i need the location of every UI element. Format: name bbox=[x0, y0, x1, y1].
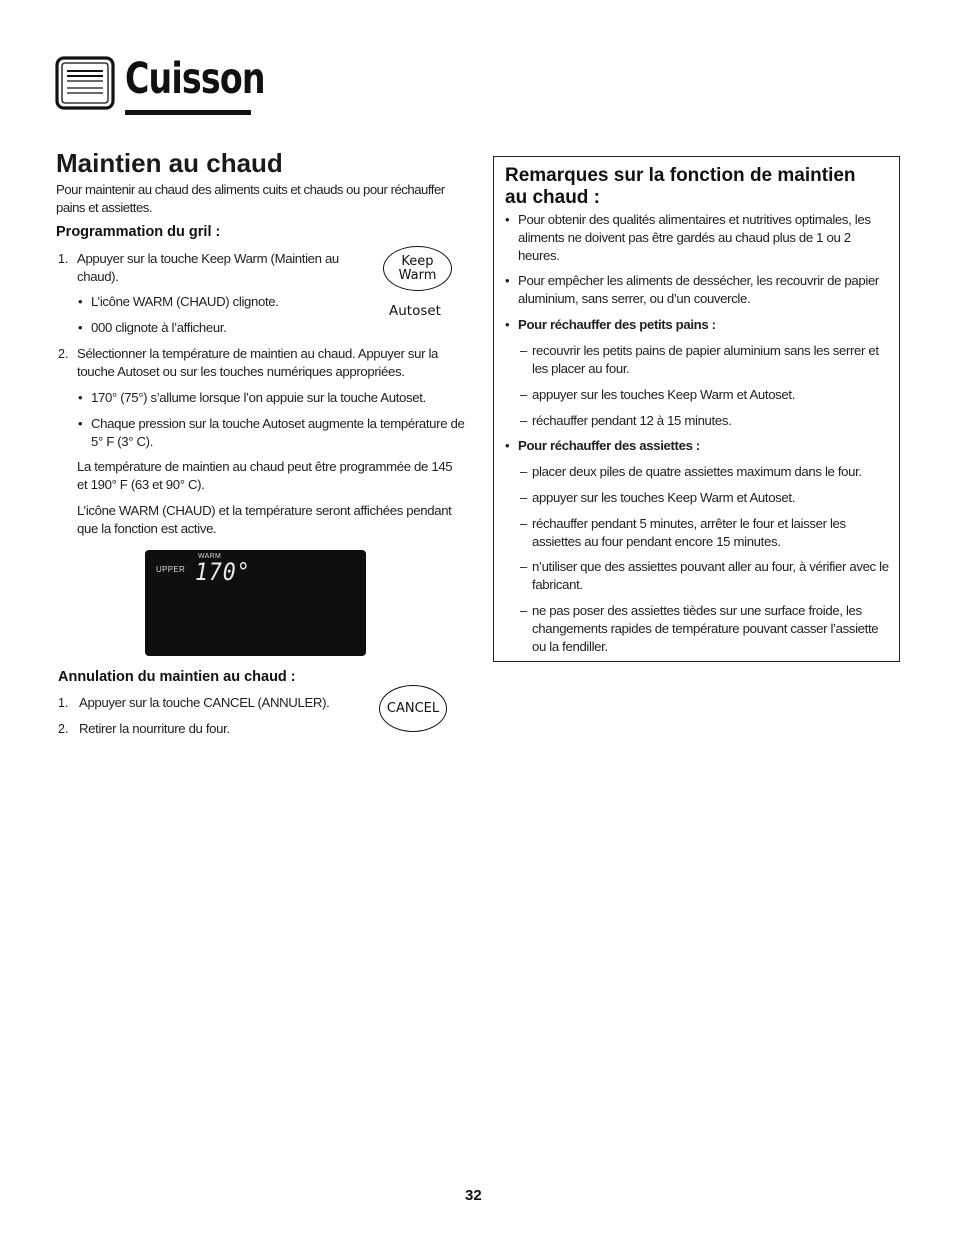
cancel-key bbox=[379, 685, 447, 732]
step-number: 2. bbox=[58, 347, 69, 361]
plates-item-2: appuyer sur les touches Keep Warm et Autoset. bbox=[532, 490, 796, 505]
step-number: 2. bbox=[58, 722, 69, 736]
cancel-step-2: Retirer la nourriture du four. bbox=[79, 721, 230, 736]
note-display: L’icône WARM (CHAUD) et la température seront affichées pendant que la fonction est active. bbox=[77, 503, 452, 536]
bullet-dot: • bbox=[78, 390, 83, 405]
step-2-bullet-1: 170° (75°) s’allume lorsque l’on appuie sur la touche Autoset. bbox=[91, 390, 426, 405]
oven-display bbox=[145, 550, 366, 656]
keep-warm-line-1: Keep bbox=[401, 253, 434, 269]
step-1-bullet-2: 000 clignote à l’afficheur. bbox=[91, 320, 227, 335]
dash-marker: – bbox=[520, 490, 528, 505]
rolls-item-3: réchauffer pendant 12 à 15 minutes. bbox=[532, 413, 732, 428]
step-number: 1. bbox=[58, 696, 69, 710]
bullet-dot: • bbox=[78, 416, 83, 431]
oven-icon bbox=[55, 56, 115, 110]
bullet-dot: • bbox=[505, 438, 510, 453]
plates-item-5: ne pas poser des assiettes tièdes sur une surface froide, les changements rapides de température pouvant casser l’assiette ou la fendiller. bbox=[532, 603, 879, 654]
remark-storage-time: Pour obtenir des qualités alimentaires et nutritives optimales, les aliments ne doivent pas être gardés au chaud plus de 1 ou 2 heures. bbox=[518, 212, 871, 263]
autoset-key-label: Autoset bbox=[389, 303, 441, 319]
display-warm-label: WARM bbox=[198, 553, 222, 560]
intro-text: Pour maintenir au chaud des aliments cuits et chauds ou pour réchauffer pains et assiettes. bbox=[56, 182, 445, 215]
bullet-dot: • bbox=[505, 317, 510, 332]
plates-item-4: n’utiliser que des assiettes pouvant aller au four, à vérifier avec le fabricant. bbox=[532, 559, 889, 592]
keep-warm-line-2: Warm bbox=[398, 267, 437, 283]
dash-marker: – bbox=[520, 516, 528, 531]
note-temperature-range: La température de maintien au chaud peut être programmée de 145 et 190° F (63 et 90° C). bbox=[77, 459, 453, 492]
rolls-heading: Pour réchauffer des petits pains : bbox=[518, 317, 716, 332]
bullet-dot: • bbox=[78, 294, 83, 309]
bullet-dot: • bbox=[505, 212, 510, 227]
remarks-heading: Remarques sur la fonction de maintien au chaud : bbox=[505, 165, 856, 208]
programming-heading: Programmation du gril : bbox=[56, 224, 221, 240]
plates-item-3: réchauffer pendant 5 minutes, arrêter le four et laisser les assiettes au four pendant encore 15 minutes. bbox=[532, 516, 846, 549]
dash-marker: – bbox=[520, 464, 528, 479]
step-2-bullet-2: Chaque pression sur la touche Autoset augmente la température de 5° F (3° C). bbox=[91, 416, 465, 449]
page-heading: Maintien au chaud bbox=[56, 148, 283, 178]
bullet-dot: • bbox=[78, 320, 83, 335]
dash-marker: – bbox=[520, 343, 528, 358]
step-1-text: Appuyer sur la touche Keep Warm (Maintien au chaud). bbox=[77, 251, 339, 284]
rolls-item-1: recouvrir les petits pains de papier aluminium sans les serrer et les placer au four. bbox=[532, 343, 879, 376]
dash-marker: – bbox=[520, 559, 528, 574]
display-upper-label: UPPER bbox=[156, 565, 186, 574]
title-underline bbox=[125, 110, 251, 115]
rolls-item-2: appuyer sur les touches Keep Warm et Autoset. bbox=[532, 387, 796, 402]
cancellation-heading: Annulation du maintien au chaud : bbox=[58, 669, 296, 685]
dash-marker: – bbox=[520, 603, 528, 618]
step-1-bullet-1: L’icône WARM (CHAUD) clignote. bbox=[91, 294, 279, 309]
keep-warm-key bbox=[383, 246, 452, 291]
plates-heading: Pour réchauffer des assiettes : bbox=[518, 438, 700, 453]
bullet-dot: • bbox=[505, 273, 510, 288]
dash-marker: – bbox=[520, 387, 528, 402]
cancel-step-1: Appuyer sur la touche CANCEL (ANNULER). bbox=[79, 695, 330, 710]
display-temperature: 170° bbox=[195, 558, 251, 586]
cancel-key-label: CANCEL bbox=[386, 701, 440, 716]
remark-cover: Pour empêcher les aliments de dessécher, les recouvrir de papier aluminium, sans serrer, ou d’un couvercle. bbox=[518, 273, 879, 306]
step-number: 1. bbox=[58, 252, 69, 266]
plates-item-1: placer deux piles de quatre assiettes maximum dans le four. bbox=[532, 464, 862, 479]
dash-marker: – bbox=[520, 413, 528, 428]
step-2-text: Sélectionner la température de maintien au chaud. Appuyer sur la touche Autoset ou sur les touches numériques appropriées. bbox=[77, 346, 439, 379]
page-number: 32 bbox=[465, 1187, 482, 1204]
section-title: Cuisson bbox=[125, 54, 265, 104]
